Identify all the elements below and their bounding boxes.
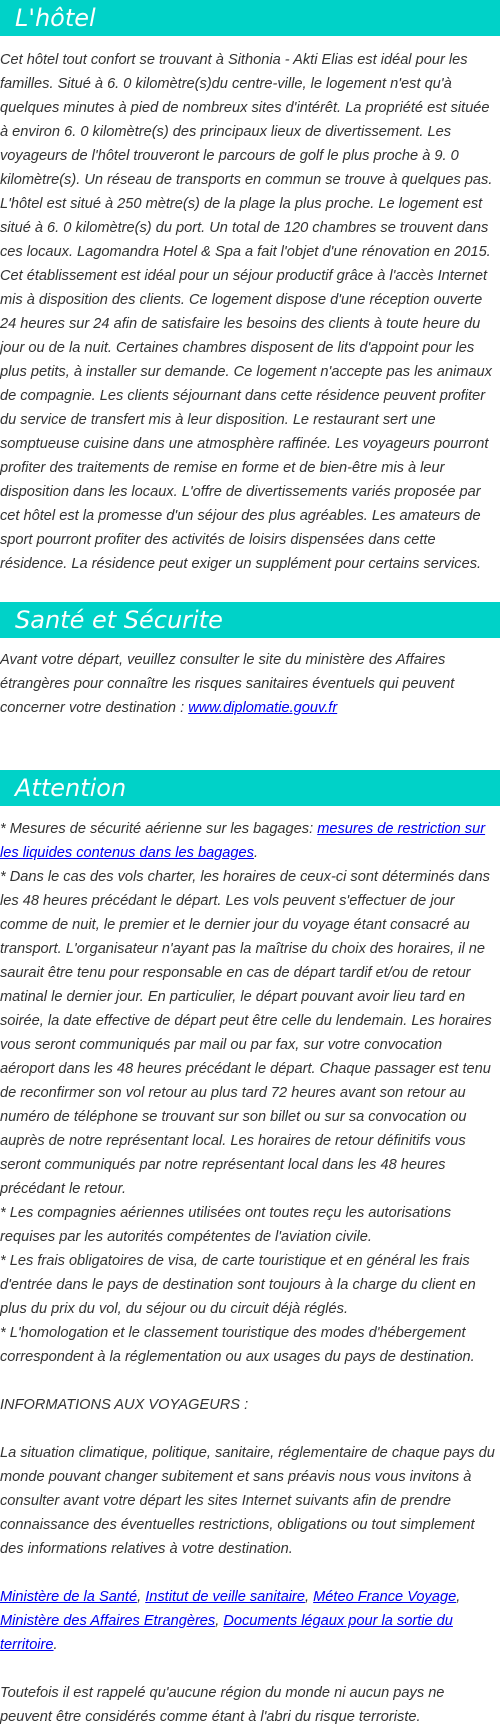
health-text — [0, 638, 500, 720]
health-section — [0, 602, 500, 720]
luggage-end: . — [253, 845, 259, 861]
attention-heading: Attention — [0, 770, 500, 806]
link-separator: , — [137, 1589, 146, 1605]
terror-notice: Toutefois il est rappelé qu'aucune région du monde ni aucun pays ne peuvent être considérés comme étant à l'abri du risque terroriste. — [0, 1685, 445, 1725]
diplomatie-link[interactable]: www.diplomatie.gouv.fr — [188, 700, 338, 716]
health-heading: Santé et Sécurite — [0, 602, 500, 638]
info-text: La situation climatique, politique, sanitaire, réglementaire de chaque pays du monde pouvant changer subitement et sans préavis nous vous invitons à consulter avant votre départ les sites Internet suivants afin de prendre connaissance des éventuelles restrictions, obligations ou tout simplement des informations relatives à votre destination. — [0, 1445, 495, 1557]
liquids-restriction-link[interactable]: mesures de restriction sur les liquides contenus dans les bagages — [0, 821, 486, 861]
attention-item-luggage — [0, 817, 500, 865]
attention-item-homologation: * L'homologation et le classement touristique des modes d'hébergement correspondent à la réglementation ou aux usages du pays de destination. — [0, 1325, 475, 1365]
attention-section — [0, 770, 500, 1729]
ministere-sante-link[interactable]: Ministère de la Santé — [0, 1589, 138, 1605]
links-end: . — [53, 1637, 58, 1653]
affaires-etrangeres-link[interactable]: Ministère des Affaires Etrangères — [0, 1613, 216, 1629]
institut-veille-link[interactable]: Institut de veille sanitaire — [145, 1589, 306, 1605]
hotel-description: Cet hôtel tout confort se trouvant à Sithonia - Akti Elias est idéal pour les familles. Situé à 6. 0 kilomètre(s)du centre-ville, le logement n'est qu'à quelques minutes à pied de nombreux sites d'intérêt. La propriété est située à environ 6. 0 kilomètre(s) des principaux lieux de divertissement. Les voyageurs de l'hôtel trouveront le parcours de golf le plus proche à 9. 0 kilomètre(s). Un réseau de transports en commun se trouve à quelques pas. L'hôtel est situé à 250 mètre(s) de la plage la plus proche. Le logement est situé à 6. 0 kilomètre(s) du port. Un total de 120 chambres se trouvent dans ces locaux. Lagomandra Hotel & Spa a fait l'objet d'une rénovation en 2015. Cet établissement est idéal pour un séjour productif grâce à l'accès Internet mis à disposition des clients. Ce logement dispose d'une réception ouverte 24 heures sur 24 afin de satisfaire les besoins des clients à toute heure du jour ou de la nuit. Certaines chambres disposent de lits d'appoint pour les plus petits, à installer sur demande. Ce logement n'accepte pas les animaux de compagnie. Les clients séjournant dans cette résidence peuvent profiter du service de transfert mis à leur disposition. Le restaurant sert une somptueuse cuisine dans une atmosphère raffinée. Les voyageurs pourront profiter des traitements de remise en forme et de bien-être mis à leur disposition dans les locaux. L'offre de divertissements variés proposée par cet hôtel est la promesse d'un séjour des plus agréables. Les amateurs de sport pourront profiter des activités de loisirs dispensées dans cette résidence. La résidence peut exiger un supplément pour certains services. — [0, 52, 493, 572]
attention-item-fees: * Les frais obligatoires de visa, de carte touristique et en général les frais d'entrée dans le pays de destination sont toujours à la charge du client en plus du prix du vol, du séjour ou du circuit déjà réglés. — [0, 1253, 476, 1317]
documents-legaux-link[interactable]: Documents légaux pour la sortie du territoire — [0, 1613, 453, 1653]
attention-item-charter: * Dans le cas des vols charter, les horaires de ceux-ci sont déterminés dans les 48 heures précédant le départ. Les vols peuvent s'effectuer de jour comme de nuit, le premier et le dernier jour du voyage étant consacré au transport. L'organisateur n'ayant pas la maîtrise du choix des horaires, il ne saurait être tenu pour responsable en cas de départ tardif et/ou de retour matinal le dernier jour. En particulier, le départ pouvant avoir lieu tard en soirée, la date effective de départ peut être celle du lendemain. Les horaires vous seront communiqués par mail ou par fax, sur votre convocation aéroport dans les 48 heures précédant le départ. Chaque passager est tenu de reconfirmer son vol retour au plus tard 72 heures avant son retour au numéro de téléphone se trouvant sur son billet ou sur sa convocation ou auprès de notre représentant local. Les horaires de retour définitifs vous seront communiqués par notre représentant local dans les 48 heures précédant le retour. — [0, 869, 492, 1197]
link-separator: , — [305, 1589, 314, 1605]
luggage-text: * Mesures de sécurité aérienne sur les bagages: — [0, 821, 318, 837]
info-links — [0, 1585, 500, 1657]
link-separator: , — [456, 1589, 461, 1605]
attention-item-airlines: * Les compagnies aériennes utilisées ont toutes reçu les autorisations requises par les autorités compétentes de l'aviation civile. — [0, 1205, 452, 1245]
link-separator: , — [215, 1613, 224, 1629]
hotel-section — [0, 0, 500, 576]
info-heading: INFORMATIONS AUX VOYAGEURS : — [0, 1397, 249, 1413]
meteo-france-link[interactable]: Méteo France Voyage — [313, 1589, 457, 1605]
hotel-heading: L'hôtel — [0, 0, 500, 36]
attention-body — [0, 806, 500, 1729]
health-text-body: Avant votre départ, veuillez consulter le site du ministère des Affaires étrangères pour connaître les risques sanitaires éventuels qui peuvent concerner votre destination : — [0, 652, 455, 716]
